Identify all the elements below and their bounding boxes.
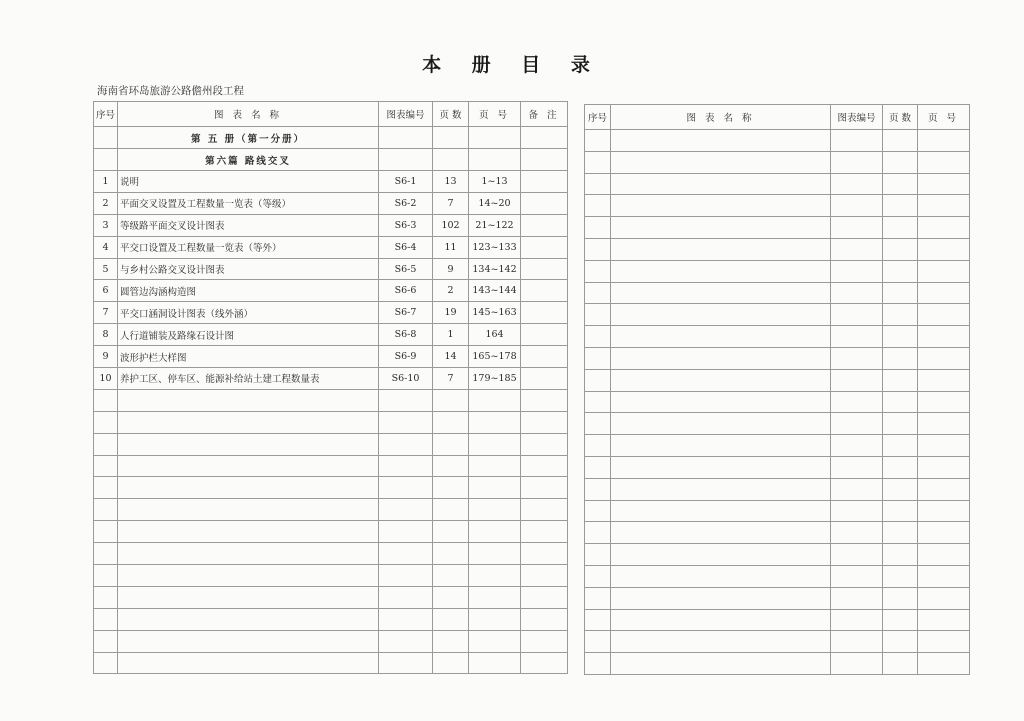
empty-row <box>585 151 970 173</box>
row-name: 平面交叉设置及工程数量一览表（等级） <box>118 192 379 214</box>
empty-row <box>94 477 568 499</box>
table-row <box>94 258 568 280</box>
row-page-no: 145~163 <box>469 302 521 324</box>
table-row <box>94 236 568 258</box>
row-page-no: 143~144 <box>469 280 521 302</box>
row-pages: 9 <box>433 258 469 280</box>
section-row <box>94 127 568 149</box>
row-name: 圆管边沟涵构造图 <box>118 280 379 302</box>
table-row <box>94 324 568 346</box>
empty-row <box>585 413 970 435</box>
row-pages: 1 <box>433 324 469 346</box>
header-remarks: 备 注 <box>521 102 568 127</box>
empty-row <box>585 173 970 195</box>
empty-row <box>585 326 970 348</box>
empty-row <box>585 217 970 239</box>
row-code: S6-9 <box>379 346 433 368</box>
table-row <box>94 368 568 390</box>
empty-row <box>94 521 568 543</box>
empty-row <box>94 499 568 521</box>
row-remarks <box>521 192 568 214</box>
empty-row <box>585 238 970 260</box>
row-pages: 7 <box>433 368 469 390</box>
row-pages: 7 <box>433 192 469 214</box>
row-remarks <box>521 236 568 258</box>
empty-row <box>94 565 568 587</box>
empty-row <box>585 478 970 500</box>
row-name: 等级路平面交叉设计图表 <box>118 214 379 236</box>
row-code: S6-8 <box>379 324 433 346</box>
row-remarks <box>521 324 568 346</box>
empty-row <box>585 304 970 326</box>
empty-row <box>585 653 970 675</box>
row-name: 平交口涵洞设计图表（线外涵） <box>118 302 379 324</box>
empty-row <box>94 389 568 411</box>
row-seq: 1 <box>94 171 118 193</box>
row-remarks <box>521 171 568 193</box>
volume-label: 第 五 册（第一分册） <box>118 127 379 149</box>
row-seq: 5 <box>94 258 118 280</box>
empty-row <box>585 391 970 413</box>
row-seq: 7 <box>94 302 118 324</box>
header-pages: 页 数 <box>883 105 918 130</box>
row-remarks <box>521 258 568 280</box>
header-seq: 序号 <box>585 105 611 130</box>
empty-row <box>94 586 568 608</box>
empty-row <box>585 260 970 282</box>
row-remarks <box>521 302 568 324</box>
row-seq: 3 <box>94 214 118 236</box>
empty-row <box>585 522 970 544</box>
row-pages: 102 <box>433 214 469 236</box>
header-name: 图 表 名 称 <box>118 102 379 127</box>
header-code: 图表编号 <box>379 102 433 127</box>
empty-row <box>585 435 970 457</box>
row-page-no: 123~133 <box>469 236 521 258</box>
table-row <box>94 280 568 302</box>
part-label: 第六篇 路线交叉 <box>118 149 379 171</box>
row-page-no: 14~20 <box>469 192 521 214</box>
row-remarks <box>521 368 568 390</box>
row-remarks <box>521 280 568 302</box>
row-seq: 6 <box>94 280 118 302</box>
table-row <box>94 171 568 193</box>
row-code: S6-10 <box>379 368 433 390</box>
catalog-table-left <box>93 101 568 674</box>
empty-row <box>585 282 970 304</box>
empty-row <box>94 608 568 630</box>
row-remarks <box>521 346 568 368</box>
table-row <box>94 302 568 324</box>
page-title: 本 册 目 录 <box>422 54 602 76</box>
empty-row <box>585 456 970 478</box>
empty-row <box>585 500 970 522</box>
header-page-no: 页 号 <box>469 102 521 127</box>
row-name: 波形护栏大样图 <box>118 346 379 368</box>
table-row <box>94 214 568 236</box>
empty-row <box>94 411 568 433</box>
row-page-no: 165~178 <box>469 346 521 368</box>
row-pages: 11 <box>433 236 469 258</box>
empty-row <box>585 631 970 653</box>
header-seq: 序号 <box>94 102 118 127</box>
row-code: S6-6 <box>379 280 433 302</box>
row-name: 说明 <box>118 171 379 193</box>
row-code: S6-1 <box>379 171 433 193</box>
empty-row <box>585 347 970 369</box>
empty-row <box>94 455 568 477</box>
row-pages: 13 <box>433 171 469 193</box>
empty-row <box>585 130 970 152</box>
empty-row <box>94 433 568 455</box>
row-page-no: 134~142 <box>469 258 521 280</box>
header-code: 图表编号 <box>831 105 883 130</box>
row-pages: 19 <box>433 302 469 324</box>
row-page-no: 21~122 <box>469 214 521 236</box>
row-pages: 2 <box>433 280 469 302</box>
project-name: 海南省环岛旅游公路儋州段工程 <box>97 85 244 97</box>
empty-row <box>585 587 970 609</box>
row-page-no: 164 <box>469 324 521 346</box>
row-code: S6-7 <box>379 302 433 324</box>
row-seq: 9 <box>94 346 118 368</box>
row-page-no: 179~185 <box>469 368 521 390</box>
header-pages: 页 数 <box>433 102 469 127</box>
empty-row <box>94 630 568 652</box>
row-seq: 2 <box>94 192 118 214</box>
row-name: 养护工区、停车区、能源补给站土建工程数量表 <box>118 368 379 390</box>
empty-row <box>585 609 970 631</box>
row-code: S6-4 <box>379 236 433 258</box>
row-code: S6-2 <box>379 192 433 214</box>
table-row <box>94 346 568 368</box>
table-row <box>94 192 568 214</box>
row-code: S6-3 <box>379 214 433 236</box>
row-remarks <box>521 214 568 236</box>
row-seq: 8 <box>94 324 118 346</box>
row-name: 人行道铺装及路缘石设计图 <box>118 324 379 346</box>
row-seq: 10 <box>94 368 118 390</box>
catalog-table-right <box>584 104 970 675</box>
empty-row <box>94 652 568 674</box>
row-name: 与乡村公路交叉设计图表 <box>118 258 379 280</box>
row-seq: 4 <box>94 236 118 258</box>
empty-row <box>585 369 970 391</box>
header-page-no: 页 号 <box>918 105 970 130</box>
empty-row <box>94 543 568 565</box>
row-pages: 14 <box>433 346 469 368</box>
empty-row <box>585 565 970 587</box>
row-page-no: 1~13 <box>469 171 521 193</box>
row-name: 平交口设置及工程数量一览表（等外） <box>118 236 379 258</box>
row-code: S6-5 <box>379 258 433 280</box>
empty-row <box>585 195 970 217</box>
empty-row <box>585 544 970 566</box>
section-row <box>94 149 568 171</box>
header-name: 图 表 名 称 <box>611 105 831 130</box>
